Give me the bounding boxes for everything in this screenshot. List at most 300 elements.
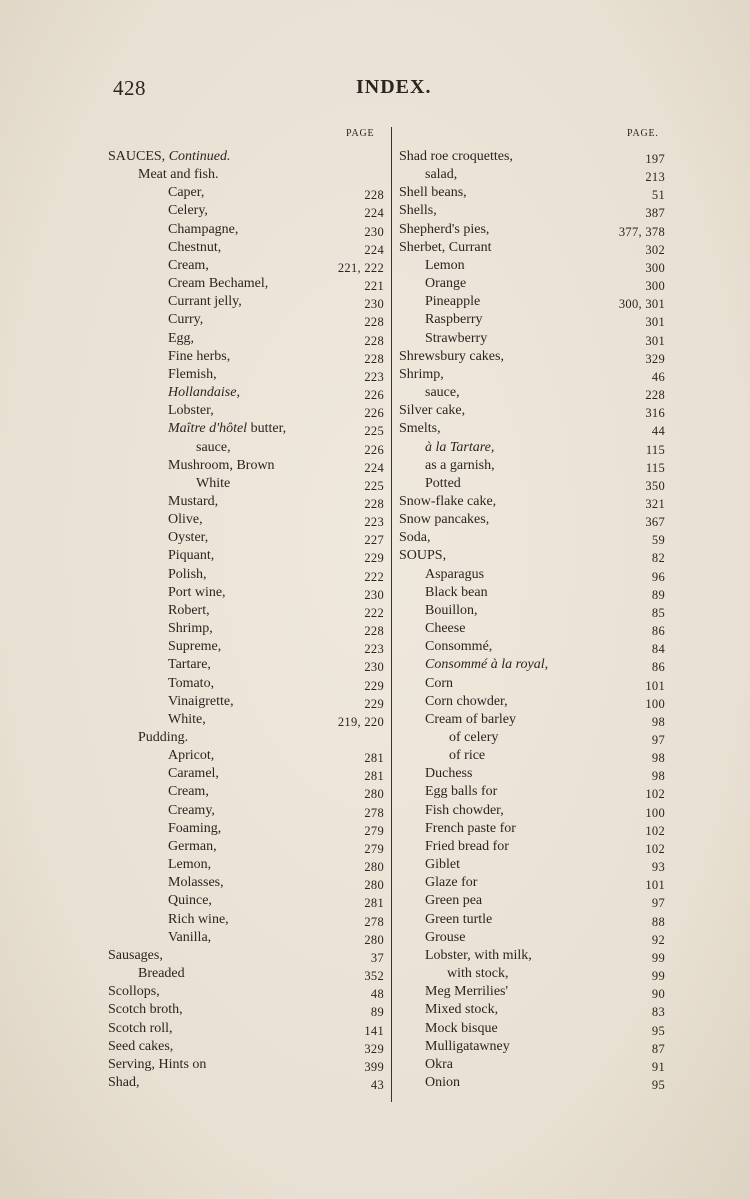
entry-text: Fried bread for: [425, 838, 509, 854]
index-entry: [397, 511, 665, 529]
index-entry: [108, 638, 384, 656]
index-entry: [397, 602, 665, 620]
entry-text: Snow-flake cake,: [399, 493, 497, 509]
index-entry-label: [425, 802, 504, 820]
index-entry-label: [168, 820, 221, 838]
entry-text: Breaded: [138, 966, 185, 982]
index-entry: [397, 439, 665, 457]
index-entry: [397, 783, 665, 801]
entry-page-number: 228: [364, 624, 384, 639]
entry-page-number: 377, 378: [618, 224, 665, 239]
index-entry-label: [168, 402, 214, 420]
entry-page-number: 102: [645, 787, 665, 802]
index-entry-label: [425, 166, 457, 184]
entry-text: Consommé,: [425, 639, 493, 655]
entry-page-number: 224: [364, 460, 384, 475]
entry-text: Shrimp,: [399, 366, 444, 382]
left-column-page-header: PAGE: [346, 128, 375, 139]
index-entry-label: [168, 293, 242, 311]
index-entry-label: [447, 965, 508, 983]
entry-text: Maître d'hôtel: [168, 421, 248, 437]
index-entry-label: [168, 584, 226, 602]
index-entry: [397, 856, 665, 874]
index-entry-label: [399, 366, 444, 384]
index-entry: [108, 747, 384, 765]
entry-text: Vinaigrette,: [168, 693, 234, 709]
index-entry-label: [168, 275, 268, 293]
index-entry: [397, 1038, 665, 1056]
entry-text: Vanilla,: [168, 929, 212, 945]
entry-page-number: 97: [651, 733, 665, 747]
entry-text: Cream,: [168, 784, 209, 800]
entry-page-number: 99: [651, 950, 665, 965]
index-entry-label: [399, 221, 489, 239]
entry-page-number: 101: [645, 678, 665, 693]
index-entry: [397, 874, 665, 892]
index-entry-label: [168, 239, 221, 257]
entry-page-number: 95: [651, 1023, 665, 1038]
entry-text: Quince,: [168, 893, 212, 909]
index-entry-label: [399, 184, 467, 202]
entry-text: Molasses,: [168, 875, 224, 891]
index-entry: [397, 202, 665, 220]
entry-page-number: 86: [651, 660, 665, 675]
entry-extra-text: Continued.: [168, 149, 231, 164]
entry-page-number: 99: [651, 969, 665, 984]
entry-text: of rice: [449, 748, 486, 764]
entry-page-number: 95: [651, 1077, 665, 1092]
entry-page-number: 280: [364, 878, 384, 893]
entry-page-number: 226: [364, 388, 384, 403]
entry-text: Silver cake,: [399, 403, 466, 419]
entry-page-number: 98: [651, 714, 665, 729]
index-entry-label: [425, 275, 466, 293]
index-entry: [397, 257, 665, 275]
entry-page-number: 43: [370, 1077, 384, 1092]
entry-page-number: 281: [364, 896, 384, 911]
index-entry-label: [168, 802, 215, 820]
entry-page-number: 221, 222: [337, 260, 384, 275]
index-entry: [108, 493, 384, 511]
index-entry-label: [425, 602, 478, 620]
entry-text: Egg,: [168, 330, 195, 346]
index-entry-label: [168, 348, 230, 366]
index-entry: [108, 511, 384, 529]
entry-text: Lobster, with milk,: [425, 947, 532, 963]
entry-text: Lobster,: [168, 403, 214, 419]
index-entry-label: [425, 1038, 510, 1056]
index-entry: [108, 802, 384, 820]
page-title: INDEX.: [356, 76, 432, 98]
index-entry-label: [425, 584, 488, 602]
entry-page-number: 102: [645, 841, 665, 856]
entry-text: Okra: [425, 1056, 453, 1072]
entry-page-number: 279: [364, 823, 384, 838]
index-entry: [108, 983, 384, 1001]
index-entry: [108, 602, 384, 620]
index-entry: [108, 166, 384, 184]
index-entry: [108, 547, 384, 565]
entry-page-number: 279: [364, 841, 384, 856]
entry-text: Lemon: [425, 257, 465, 273]
entry-text: Mustard,: [168, 493, 219, 509]
entry-page-number: 89: [370, 1005, 384, 1020]
entry-text: with stock,: [447, 966, 509, 982]
entry-page-number: 222: [364, 605, 384, 620]
entry-text: Cream of barley: [425, 711, 516, 727]
index-entry-label: [108, 1074, 140, 1092]
entry-text: Cheese: [425, 621, 466, 637]
index-entry-label: [168, 420, 286, 438]
entry-page-number: 222: [364, 569, 384, 584]
index-entry: [397, 293, 665, 311]
entry-page-number: 278: [364, 914, 384, 929]
entry-page-number: 226: [364, 442, 384, 457]
index-entry-label: [168, 892, 212, 910]
index-entry: [108, 965, 384, 983]
index-entry: [108, 911, 384, 929]
entry-page-number: 229: [364, 551, 384, 566]
entry-page-number: 98: [651, 769, 665, 784]
entry-text: German,: [168, 838, 217, 854]
index-entry: [397, 348, 665, 366]
entry-text: Meat and fish.: [138, 167, 219, 183]
entry-text: Mulligatawney: [425, 1038, 510, 1054]
index-entry: [397, 911, 665, 929]
entry-page-number: 85: [651, 605, 665, 620]
index-entry-label: [168, 529, 208, 547]
index-entry: [108, 820, 384, 838]
index-entry-label: [449, 747, 485, 765]
entry-page-number: 229: [364, 678, 384, 693]
index-entry: [108, 620, 384, 638]
index-entry-label: [196, 439, 231, 457]
entry-text: Meg Merrilies': [425, 984, 509, 1000]
entry-text: Corn chowder,: [425, 693, 508, 709]
index-entry-label: [425, 475, 461, 493]
index-entry-label: [425, 911, 492, 929]
entry-text: Duchess: [425, 766, 473, 782]
index-entry-label: [168, 202, 208, 220]
entry-text: Shrimp,: [168, 621, 213, 637]
entry-page-number: 89: [651, 587, 665, 602]
index-entry-label: [168, 620, 213, 638]
index-entry-label: [425, 711, 516, 729]
index-entry: [108, 293, 384, 311]
entry-page-number: 90: [651, 987, 665, 1002]
index-entry-label: [168, 874, 224, 892]
index-entry-label: [425, 293, 480, 311]
entry-page-number: 225: [364, 478, 384, 493]
page-number: 428: [113, 76, 146, 100]
index-entry-label: [425, 783, 497, 801]
entry-text: Smelts,: [399, 421, 441, 437]
index-entry: [108, 1020, 384, 1038]
index-entry: [108, 783, 384, 801]
index-entry: [397, 965, 665, 983]
index-right-column: [397, 148, 665, 1092]
entry-page-number: 280: [364, 932, 384, 947]
index-entry: [108, 366, 384, 384]
index-entry-label: [425, 439, 494, 457]
index-entry-label: [138, 965, 185, 983]
entry-page-number: 230: [364, 224, 384, 239]
entry-page-number: 91: [651, 1059, 665, 1074]
index-entry: [108, 584, 384, 602]
entry-page-number: 227: [364, 533, 384, 548]
entry-text: Scotch broth,: [108, 1002, 183, 1018]
index-entry: [108, 239, 384, 257]
index-entry-label: [425, 1020, 498, 1038]
entry-text: Shrewsbury cakes,: [399, 348, 504, 364]
entry-text: Asparagus: [425, 566, 485, 582]
index-entry-label: [425, 856, 460, 874]
entry-page-number: 300, 301: [618, 297, 665, 312]
index-entry-label: [425, 820, 516, 838]
entry-text: Shad,: [108, 1074, 140, 1090]
index-entry: [397, 384, 665, 402]
index-entry: [397, 1020, 665, 1038]
entry-text: Caper,: [168, 185, 205, 201]
entry-text: Sausages,: [108, 947, 163, 963]
entry-page-number: 101: [645, 878, 665, 893]
entry-text: Fish chowder,: [425, 802, 504, 818]
index-entry-label: [425, 620, 465, 638]
index-entry-label: [168, 929, 211, 947]
index-entry: [108, 1038, 384, 1056]
index-entry-label: [399, 529, 431, 547]
index-entry: [108, 838, 384, 856]
index-entry: [108, 693, 384, 711]
index-entry-label: [425, 384, 460, 402]
index-entry-label: [399, 348, 504, 366]
index-entry: [397, 729, 665, 747]
index-entry: [108, 1001, 384, 1019]
index-entry: [397, 311, 665, 329]
entry-text: Flemish,: [168, 366, 217, 382]
index-entry-label: [425, 892, 482, 910]
index-entry: [108, 675, 384, 693]
entry-page-number: 230: [364, 660, 384, 675]
entry-page-number: 115: [645, 460, 665, 475]
index-entry: [397, 184, 665, 202]
entry-page-number: 115: [645, 442, 665, 457]
index-entry-label: [425, 1074, 460, 1092]
entry-text: Tartare,: [168, 657, 211, 673]
entry-page-number: 223: [364, 642, 384, 657]
index-entry-label: [168, 838, 217, 856]
index-entry-label: [425, 656, 548, 674]
index-entry-label: [425, 929, 465, 947]
index-entry-label: [108, 947, 163, 965]
entry-page-number: 97: [651, 896, 665, 911]
index-entry-label: [399, 547, 446, 565]
index-entry-label: [425, 457, 495, 475]
entry-text: Mock bisque: [425, 1020, 498, 1036]
index-entry-label: [168, 511, 203, 529]
entry-page-number: 367: [645, 515, 665, 530]
entry-page-number: 86: [651, 624, 665, 639]
index-entry-label: [108, 148, 231, 166]
index-entry-label: [168, 366, 217, 384]
entry-text: salad,: [425, 167, 458, 183]
index-entry: [108, 257, 384, 275]
index-entry: [108, 221, 384, 239]
column-divider: [391, 127, 392, 1102]
entry-page-number: 229: [364, 696, 384, 711]
index-entry: [108, 348, 384, 366]
index-entry: [397, 693, 665, 711]
entry-text: Shad roe croquettes,: [399, 149, 513, 164]
entry-page-number: 100: [645, 805, 665, 820]
entry-page-number: 219, 220: [337, 714, 384, 729]
index-entry: [108, 856, 384, 874]
index-entry: [108, 1056, 384, 1074]
entry-text: sauce,: [196, 439, 231, 455]
entry-text: Sherbet, Currant: [399, 239, 492, 255]
entry-text: Pudding.: [138, 730, 189, 745]
entry-text: Fine herbs,: [168, 348, 231, 364]
index-entry-label: [168, 656, 211, 674]
index-entry: [108, 711, 384, 729]
entry-text: Potted: [425, 475, 461, 491]
entry-text: Caramel,: [168, 766, 219, 782]
entry-text: Rich wine,: [168, 911, 229, 927]
index-entry: [397, 1056, 665, 1074]
entry-page-number: 301: [645, 315, 665, 330]
index-entry-label: [168, 711, 206, 729]
entry-text: Grouse: [425, 929, 466, 945]
index-entry-label: [168, 602, 210, 620]
entry-text: Shells,: [399, 203, 437, 219]
index-entry-label: [425, 1056, 453, 1074]
entry-text: Apricot,: [168, 748, 215, 764]
entry-text: White: [196, 475, 231, 491]
index-entry: [397, 929, 665, 947]
entry-text: Oyster,: [168, 530, 209, 546]
entry-page-number: 321: [645, 496, 665, 511]
entry-page-number: 102: [645, 823, 665, 838]
index-entry: [397, 675, 665, 693]
index-entry: [397, 947, 665, 965]
entry-page-number: 350: [645, 478, 665, 493]
index-entry: [397, 475, 665, 493]
index-entry-label: [399, 402, 465, 420]
entry-text: Lemon,: [168, 857, 212, 873]
index-entry-label: [108, 1001, 183, 1019]
index-entry: [397, 838, 665, 856]
entry-page-number: 280: [364, 860, 384, 875]
entry-page-number: 281: [364, 769, 384, 784]
entry-text: Cream,: [168, 257, 209, 273]
index-entry: [108, 275, 384, 293]
entry-text: Green turtle: [425, 911, 493, 927]
entry-text: Cream Bechamel,: [168, 276, 269, 292]
index-entry: [108, 947, 384, 965]
index-entry-label: [168, 693, 234, 711]
index-entry-label: [168, 493, 218, 511]
entry-text: Celery,: [168, 203, 208, 219]
index-entry: [108, 1074, 384, 1092]
entry-page-number: 223: [364, 369, 384, 384]
entry-text: Curry,: [168, 312, 204, 328]
entry-text: Olive,: [168, 512, 203, 528]
entry-text: Scotch roll,: [108, 1020, 173, 1036]
entry-page-number: 278: [364, 805, 384, 820]
index-entry: [397, 566, 665, 584]
entry-page-number: 100: [645, 696, 665, 711]
index-entry-label: [425, 257, 465, 275]
index-entry: [108, 566, 384, 584]
entry-page-number: 224: [364, 206, 384, 221]
index-entry: [108, 874, 384, 892]
entry-text: Mushroom, Brown: [168, 457, 275, 473]
entry-page-number: 93: [651, 860, 665, 875]
entry-page-number: 316: [645, 406, 665, 421]
index-entry: [397, 802, 665, 820]
entry-text: Glaze for: [425, 875, 478, 891]
entry-page-number: 329: [645, 351, 665, 366]
index-entry: [397, 493, 665, 511]
entry-text: Black bean: [425, 584, 488, 600]
entry-page-number: 46: [651, 369, 665, 384]
entry-page-number: 88: [651, 914, 665, 929]
index-entry-label: [108, 983, 160, 1001]
index-entry: [108, 457, 384, 475]
entry-page-number: 228: [364, 315, 384, 330]
entry-text: Giblet: [425, 857, 460, 873]
entry-page-number: 221: [364, 279, 384, 294]
entry-text: SOUPS,: [399, 548, 447, 564]
index-entry: [108, 202, 384, 220]
index-entry: [397, 275, 665, 293]
index-entry-label: [425, 765, 472, 783]
index-entry-label: [168, 384, 240, 402]
index-entry: [397, 366, 665, 384]
entry-text: Tomato,: [168, 675, 215, 691]
index-entry-label: [399, 493, 496, 511]
index-entry: [397, 1074, 665, 1092]
index-entry-label: [138, 166, 218, 184]
entry-text: Hollandaise,: [168, 385, 240, 401]
entry-text: Shepherd's pies,: [399, 221, 490, 237]
index-entry-label: [168, 257, 209, 275]
index-entry-label: [449, 729, 498, 747]
entry-page-number: 230: [364, 587, 384, 602]
entry-text: Polish,: [168, 566, 207, 582]
index-entry: [397, 747, 665, 765]
index-entry: [108, 148, 384, 166]
entry-text: Chestnut,: [168, 239, 222, 255]
index-entry: [397, 221, 665, 239]
entry-text: Consommé à la royal,: [425, 657, 549, 673]
index-entry: [108, 330, 384, 348]
index-entry: [397, 765, 665, 783]
entry-text: Raspberry: [425, 312, 483, 328]
entry-page-number: 141: [364, 1023, 384, 1038]
index-entry: [397, 892, 665, 910]
entry-text: Scollops,: [108, 984, 160, 1000]
index-entry: [397, 402, 665, 420]
entry-text: Mixed stock,: [425, 1002, 499, 1018]
entry-text: Pineapple: [425, 294, 481, 310]
entry-text: Bouillon,: [425, 602, 478, 618]
index-entry-label: [425, 566, 484, 584]
index-entry: [397, 330, 665, 348]
index-entry-label: [168, 765, 219, 783]
index-entry: [108, 384, 384, 402]
index-entry-label: [399, 202, 437, 220]
